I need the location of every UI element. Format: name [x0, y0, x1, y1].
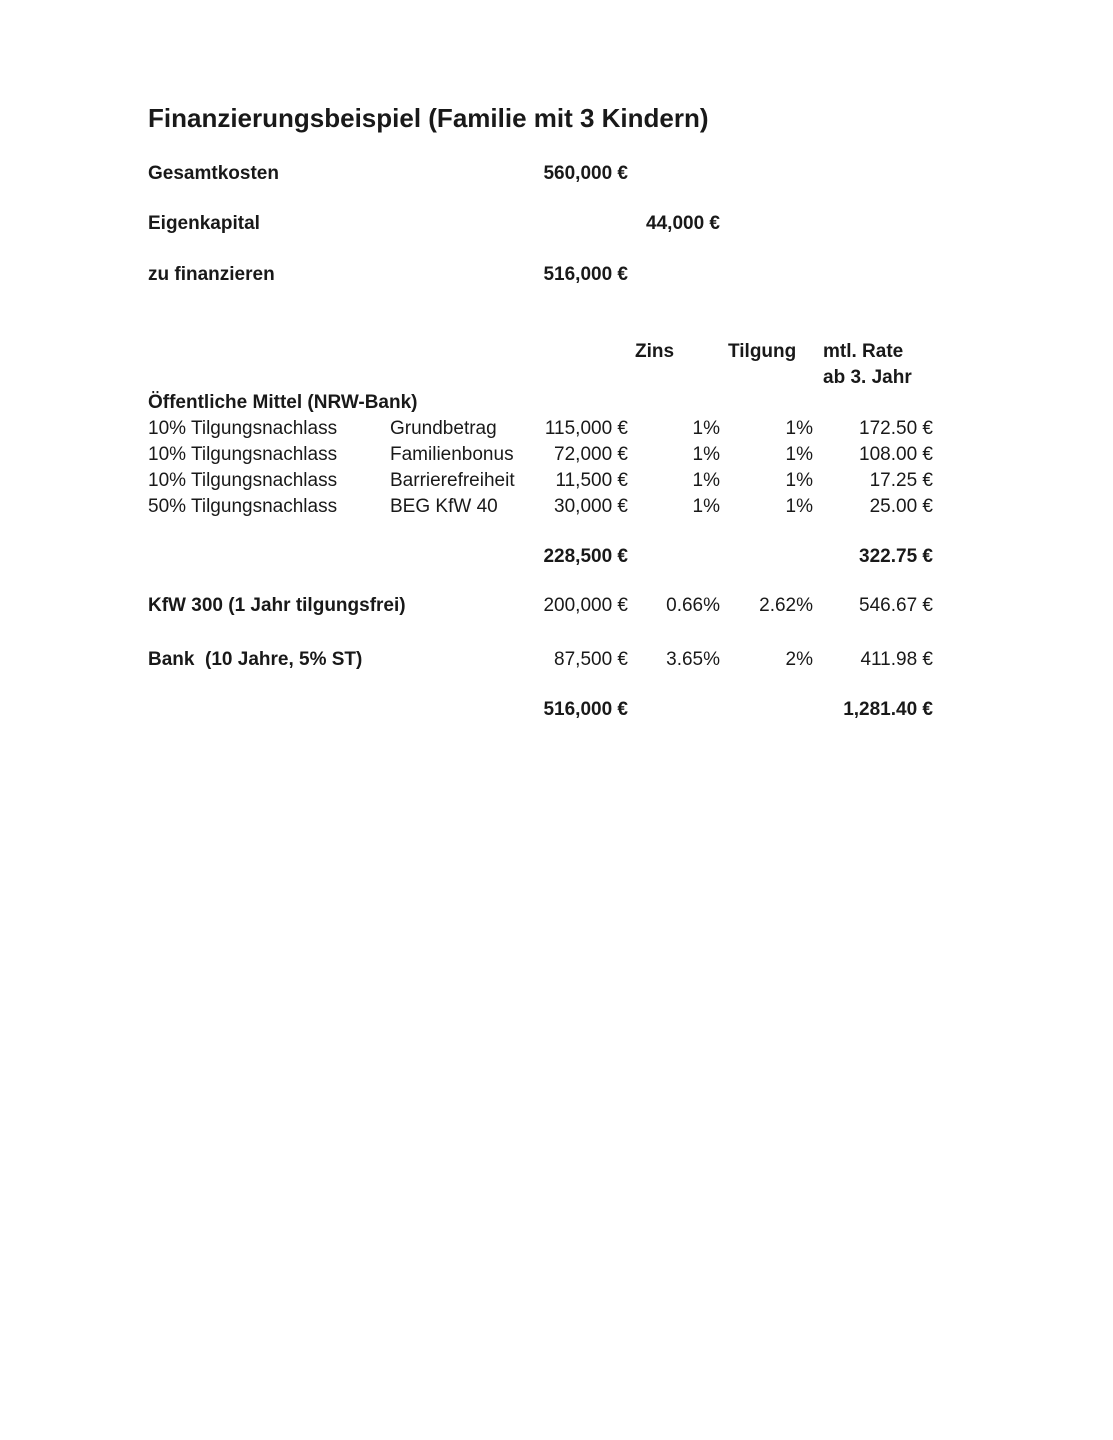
- zins-value: 1%: [692, 496, 720, 517]
- loan-label: Bank (10 Jahre, 5% ST): [148, 649, 363, 670]
- zins-value: 1%: [692, 444, 720, 465]
- discount-label: 50% Tilgungsnachlass: [148, 496, 338, 517]
- amount-value: 115,000 €: [544, 418, 628, 439]
- amount-value: 87,500 €: [554, 649, 628, 670]
- rate-value: 411.98 €: [860, 649, 933, 670]
- section-row-public-funds: [148, 390, 933, 416]
- zins-value: 3.65%: [666, 649, 720, 670]
- rate-value: 17.25 €: [869, 470, 933, 491]
- component-label: Barrierefreiheit: [390, 470, 515, 491]
- summary-row-gesamtkosten: [148, 161, 933, 187]
- total-rate: 1,281.40 €: [843, 699, 933, 720]
- amount-value: 30,000 €: [554, 496, 628, 517]
- zins-value: 1%: [692, 470, 720, 491]
- subtotal-rate: 322.75 €: [859, 546, 933, 567]
- public-funds-row: [148, 416, 933, 442]
- subtotal-amount: 228,500 €: [543, 546, 628, 567]
- col-header-tilgung: Tilgung: [728, 341, 797, 362]
- section-title-public-funds: Öffentliche Mittel (NRW-Bank): [148, 392, 418, 413]
- rate-value: 25.00 €: [869, 496, 933, 517]
- amount-value: 72,000 €: [554, 444, 628, 465]
- summary-row-eigenkapital: [148, 211, 933, 237]
- summary-value: 44,000 €: [646, 213, 720, 234]
- col-header-rate: [813, 339, 933, 391]
- col-header-zins: Zins: [635, 341, 675, 362]
- summary-value: 516,000 €: [543, 264, 628, 285]
- rate-value: 172.50 €: [859, 418, 933, 439]
- col-header-rate-line2: ab 3. Jahr: [823, 367, 912, 388]
- public-funds-row: [148, 494, 933, 520]
- amount-value: 11,500 €: [555, 470, 628, 491]
- tilgung-value: 2.62%: [759, 595, 813, 616]
- table-header-row: [148, 339, 933, 391]
- summary-row-zu-finanzieren: [148, 262, 933, 288]
- bank-row: [148, 647, 933, 673]
- tilgung-value: 1%: [785, 496, 813, 517]
- total-row: [148, 697, 933, 723]
- rate-value: 546.67 €: [859, 595, 933, 616]
- tilgung-value: 1%: [785, 444, 813, 465]
- col-header-rate-line1: mtl. Rate: [823, 341, 904, 362]
- component-label: Grundbetrag: [390, 418, 497, 439]
- page-title: Finanzierungsbeispiel (Familie mit 3 Kindern): [148, 103, 709, 133]
- loan-label: KfW 300 (1 Jahr tilgungsfrei): [148, 595, 406, 616]
- component-label: Familienbonus: [390, 444, 514, 465]
- component-label: BEG KfW 40: [390, 496, 498, 517]
- discount-label: 10% Tilgungsnachlass: [148, 418, 338, 439]
- tilgung-value: 1%: [785, 470, 813, 491]
- public-funds-row: [148, 468, 933, 494]
- public-funds-subtotal-row: [148, 544, 933, 570]
- rate-value: 108.00 €: [859, 444, 933, 465]
- public-funds-row: [148, 442, 933, 468]
- tilgung-value: 2%: [785, 649, 813, 670]
- total-amount: 516,000 €: [543, 699, 628, 720]
- tilgung-value: 1%: [785, 418, 813, 439]
- summary-label: Eigenkapital: [148, 213, 260, 234]
- kfw300-row: [148, 593, 933, 619]
- summary-value: 560,000 €: [543, 163, 628, 184]
- zins-value: 1%: [692, 418, 720, 439]
- summary-label: zu finanzieren: [148, 264, 275, 285]
- amount-value: 200,000 €: [543, 595, 628, 616]
- discount-label: 10% Tilgungsnachlass: [148, 444, 338, 465]
- zins-value: 0.66%: [666, 595, 720, 616]
- summary-label: Gesamtkosten: [148, 163, 279, 184]
- discount-label: 10% Tilgungsnachlass: [148, 470, 338, 491]
